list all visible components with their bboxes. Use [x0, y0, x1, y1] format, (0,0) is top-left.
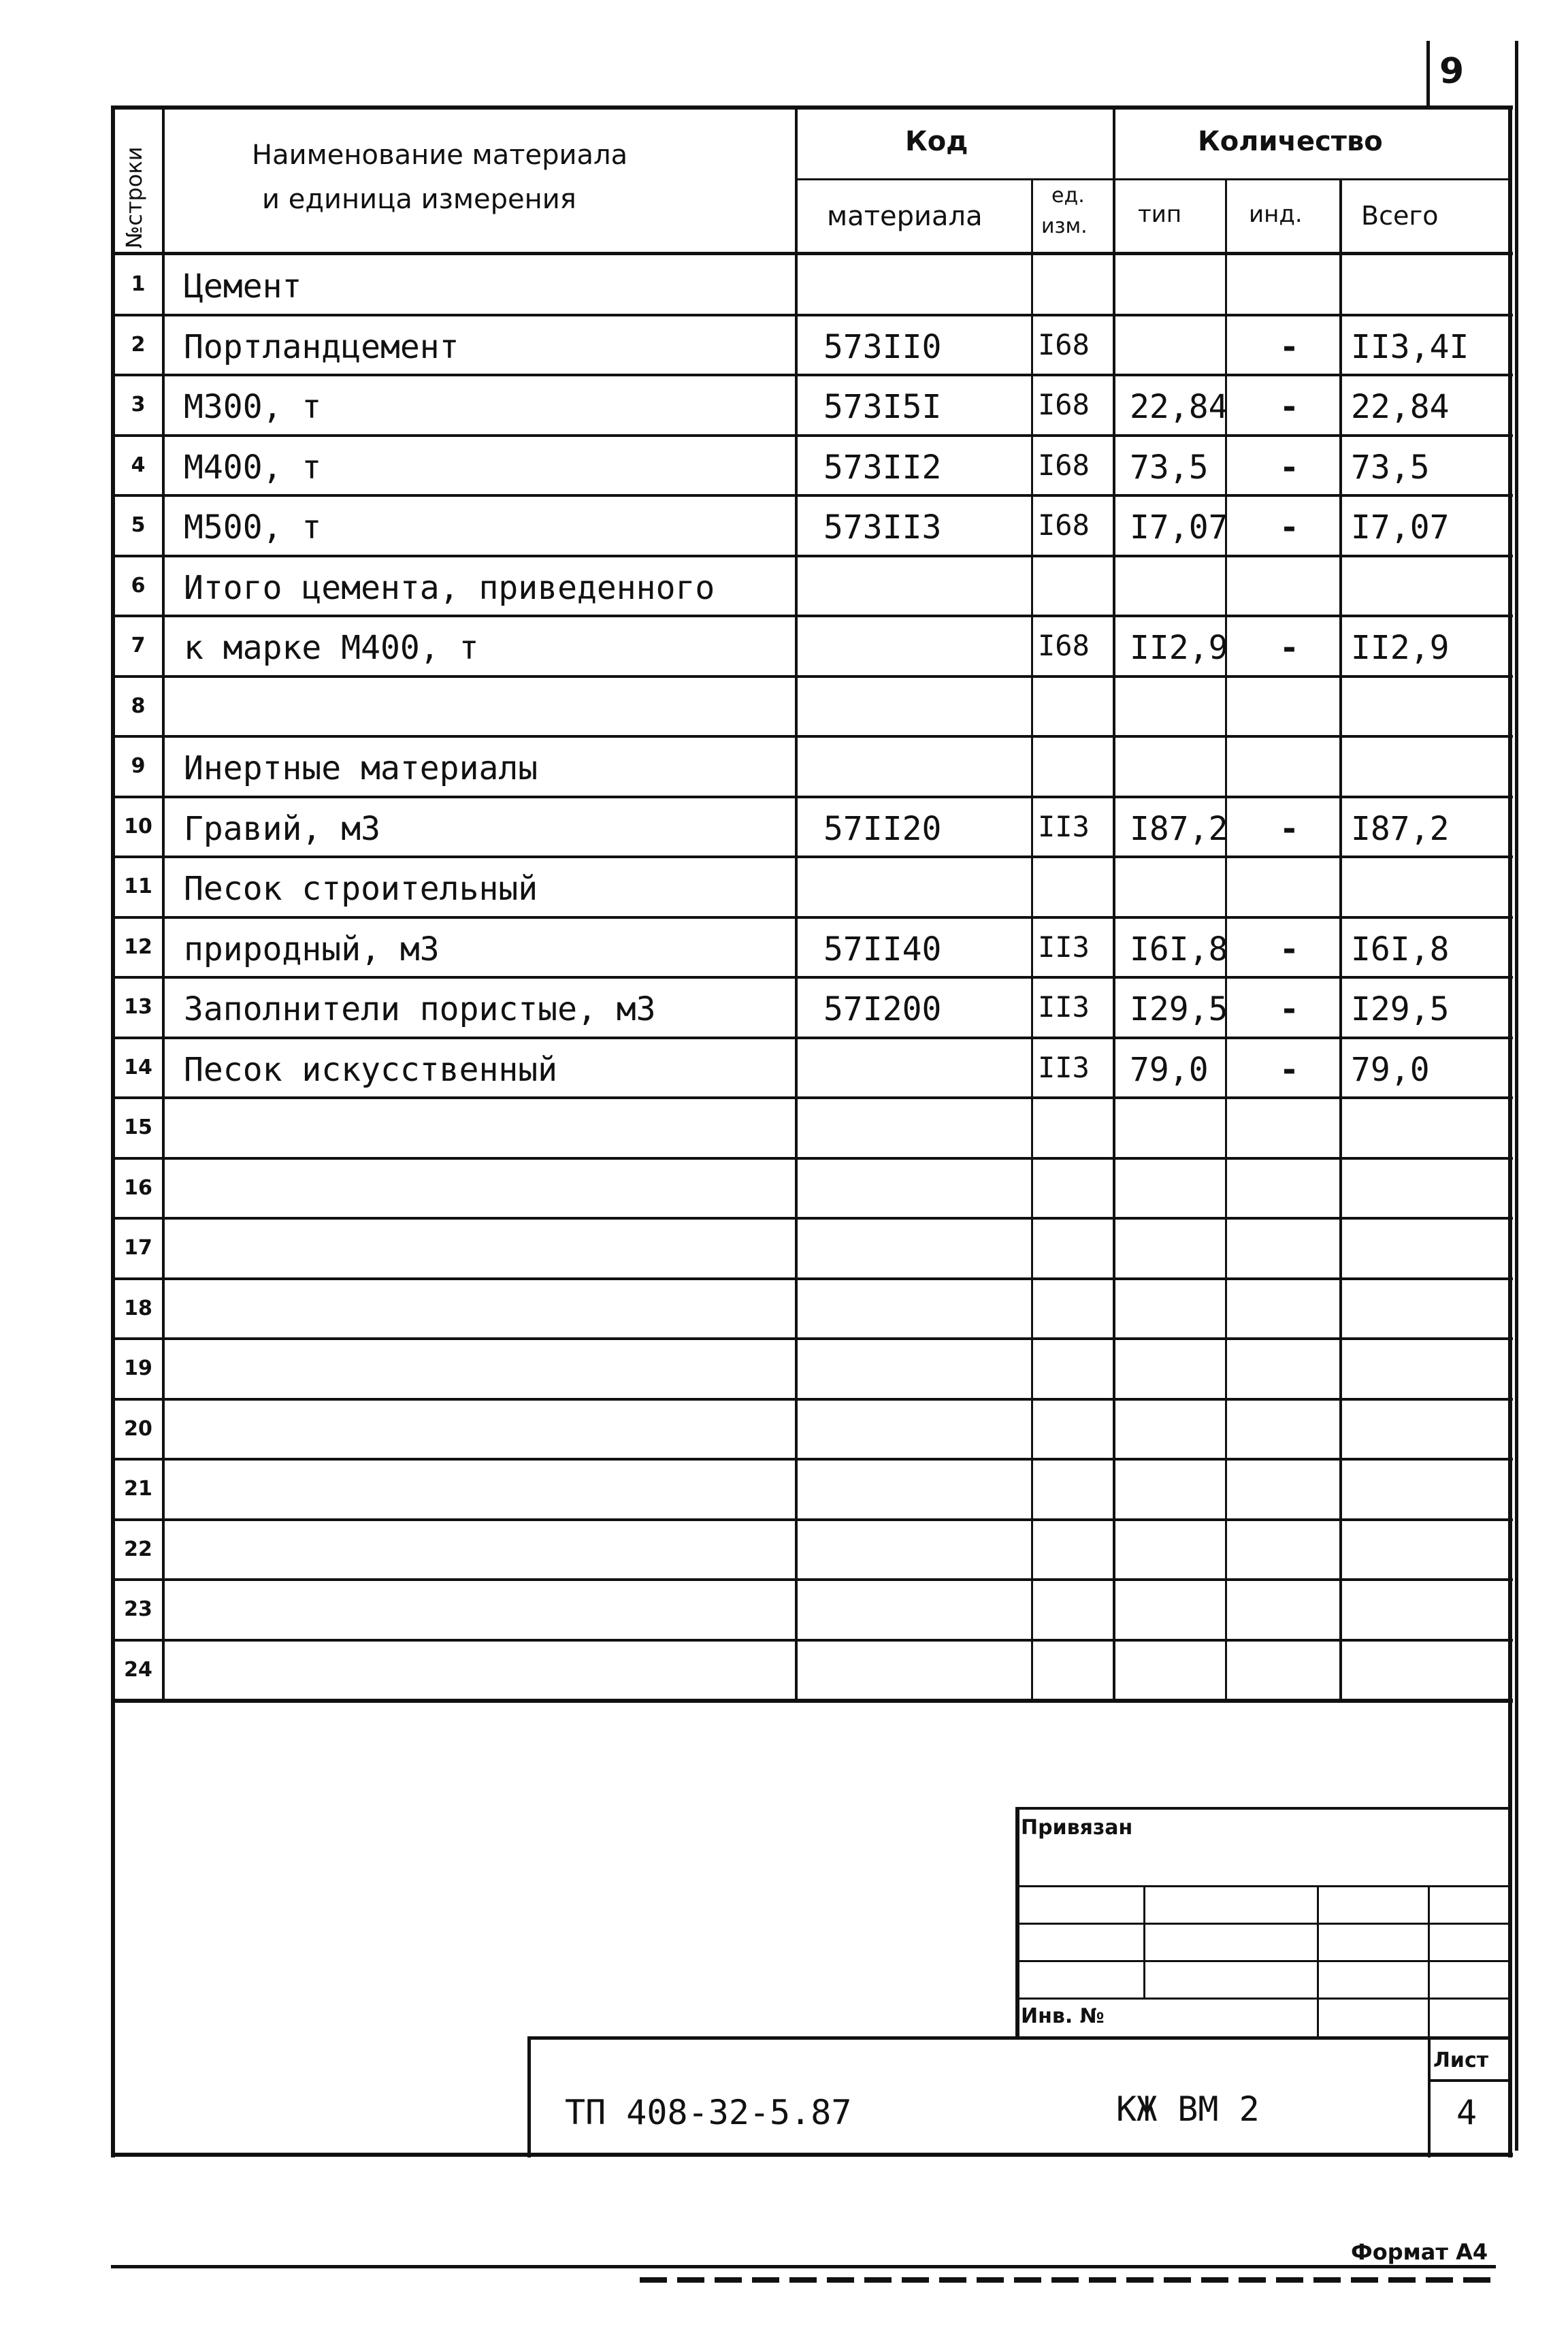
cell-name: Итого цемента, приведенного [184, 568, 715, 607]
cell-total: I29,5 [1351, 990, 1450, 1028]
row-number: 6 [131, 573, 146, 598]
row-number: 19 [124, 1356, 152, 1380]
cell-code: 573II3 [823, 508, 942, 547]
sheet-label: Лист [1433, 2049, 1489, 2072]
cell-total: I7,07 [1351, 508, 1450, 547]
row-number: 18 [124, 1296, 152, 1320]
row-number: 10 [124, 814, 152, 838]
row-divider [111, 1337, 1513, 1340]
cell-ind: - [1279, 388, 1299, 426]
cell-ind: - [1279, 930, 1299, 968]
cell-name: Цемент [184, 267, 302, 306]
cell-code: 573I5I [823, 388, 942, 426]
row-number: 12 [124, 934, 152, 959]
cell-total: 22,84 [1351, 388, 1450, 426]
cell-name: к марке М400, т [184, 629, 479, 667]
row-divider [111, 1578, 1513, 1581]
cell-total: I87,2 [1351, 809, 1450, 848]
cell-unit: I68 [1038, 388, 1090, 421]
row-number: 24 [124, 1657, 152, 1682]
row-divider [111, 615, 1513, 617]
footer-strip [640, 2277, 1496, 2283]
cell-type: I6I,8 [1130, 930, 1228, 968]
cell-unit: I68 [1038, 327, 1090, 361]
row-divider [111, 976, 1513, 979]
format-label: Формат А4 [1351, 2239, 1488, 2265]
row-divider [111, 1157, 1513, 1160]
row-number: 2 [131, 332, 146, 357]
cell-type: I7,07 [1130, 508, 1228, 547]
row-number: 21 [124, 1477, 152, 1501]
row-divider [111, 1037, 1513, 1039]
cell-code: 573II0 [823, 327, 942, 366]
header-unit-line1: ед. [1051, 184, 1085, 208]
cell-ind: - [1279, 629, 1299, 667]
row-divider [111, 1458, 1513, 1461]
row-number: 16 [124, 1175, 152, 1200]
page-number: 9 [1439, 51, 1465, 92]
header-name-line1: Наименование материала [252, 140, 628, 171]
cell-type: I87,2 [1130, 809, 1228, 848]
cell-name: Песок строительный [184, 870, 538, 908]
cell-name: природный, м3 [184, 930, 440, 968]
cell-name: М300, т [184, 388, 322, 426]
row-divider [111, 434, 1513, 437]
row-number: 13 [124, 995, 152, 1019]
header-code: Код [905, 126, 968, 157]
cell-name: Инертные материалы [184, 749, 538, 787]
cell-unit: I68 [1038, 629, 1090, 662]
row-divider [111, 374, 1513, 376]
cell-unit: I68 [1038, 508, 1090, 542]
cell-total: 73,5 [1351, 448, 1430, 487]
cell-name: М500, т [184, 508, 322, 547]
row-number: 1 [131, 272, 146, 296]
cell-ind: - [1279, 327, 1299, 366]
cell-name: Гравий, м3 [184, 809, 380, 848]
row-number: 8 [131, 694, 146, 718]
row-divider [111, 916, 1513, 919]
sheet-number: 4 [1456, 2093, 1477, 2132]
header-type: тип [1138, 201, 1182, 228]
cell-ind: - [1279, 508, 1299, 547]
row-number: 22 [124, 1537, 152, 1561]
header-quantity: Количество [1198, 126, 1383, 157]
cell-unit: II3 [1038, 1050, 1090, 1084]
cell-unit: II3 [1038, 990, 1090, 1024]
header-unit-line2: изм. [1041, 214, 1088, 238]
row-divider [111, 675, 1513, 678]
cell-unit: II3 [1038, 930, 1090, 964]
cell-code: 573II2 [823, 448, 942, 487]
header-ind: инд. [1249, 201, 1303, 228]
row-divider [111, 855, 1513, 858]
row-divider [111, 1277, 1513, 1280]
header-name-line2: и единица измерения [262, 184, 576, 215]
row-divider [111, 494, 1513, 497]
header-row-no: №строки [121, 146, 147, 248]
row-number: 17 [124, 1236, 152, 1260]
inv-no-label: Инв. № [1021, 2004, 1105, 2028]
row-number: 11 [124, 875, 152, 898]
cell-ind: - [1279, 1050, 1299, 1089]
row-number: 9 [131, 754, 146, 778]
cell-type: 79,0 [1130, 1050, 1209, 1089]
row-number: 5 [131, 513, 146, 537]
row-number: 4 [131, 453, 146, 477]
row-number: 15 [124, 1115, 152, 1139]
row-number: 14 [124, 1055, 152, 1079]
cell-type: I29,5 [1130, 990, 1228, 1028]
cell-name: Портландцемент [184, 327, 459, 366]
cell-unit: II3 [1038, 809, 1090, 843]
row-number: 23 [124, 1597, 152, 1621]
cell-name: Заполнители пористые, м3 [184, 990, 656, 1028]
row-number: 20 [124, 1416, 152, 1441]
cell-name: Песок искусственный [184, 1050, 558, 1089]
row-divider [111, 1518, 1513, 1521]
row-divider [111, 1217, 1513, 1220]
row-divider [111, 1096, 1513, 1099]
row-number: 7 [131, 634, 146, 657]
cell-type: II2,9 [1130, 629, 1228, 667]
document-mark: КЖ ВМ 2 [1116, 2089, 1260, 2129]
row-divider [111, 735, 1513, 738]
cell-total: II2,9 [1351, 629, 1450, 667]
cell-ind: - [1279, 990, 1299, 1028]
row-divider [111, 555, 1513, 557]
cell-ind: - [1279, 809, 1299, 848]
row-divider [111, 796, 1513, 798]
cell-ind: - [1279, 448, 1299, 487]
linked-label: Привязан [1021, 1816, 1133, 1840]
cell-type: 73,5 [1130, 448, 1209, 487]
cell-total: I6I,8 [1351, 930, 1450, 968]
cell-total: II3,4I [1351, 327, 1469, 366]
cell-type: 22,84 [1130, 388, 1228, 426]
document-code: ТП 408-32-5.87 [565, 2093, 852, 2132]
cell-unit: I68 [1038, 448, 1090, 482]
cell-code: 57II20 [823, 809, 942, 848]
cell-name: М400, т [184, 448, 322, 487]
row-divider [111, 1398, 1513, 1401]
row-divider [111, 314, 1513, 316]
cell-total: 79,0 [1351, 1050, 1430, 1089]
header-total: Всего [1361, 201, 1439, 231]
cell-code: 57II40 [823, 930, 942, 968]
cell-code: 57I200 [823, 990, 942, 1028]
row-number: 3 [131, 393, 146, 417]
row-divider [111, 1639, 1513, 1642]
header-material-code: материала [827, 201, 983, 232]
